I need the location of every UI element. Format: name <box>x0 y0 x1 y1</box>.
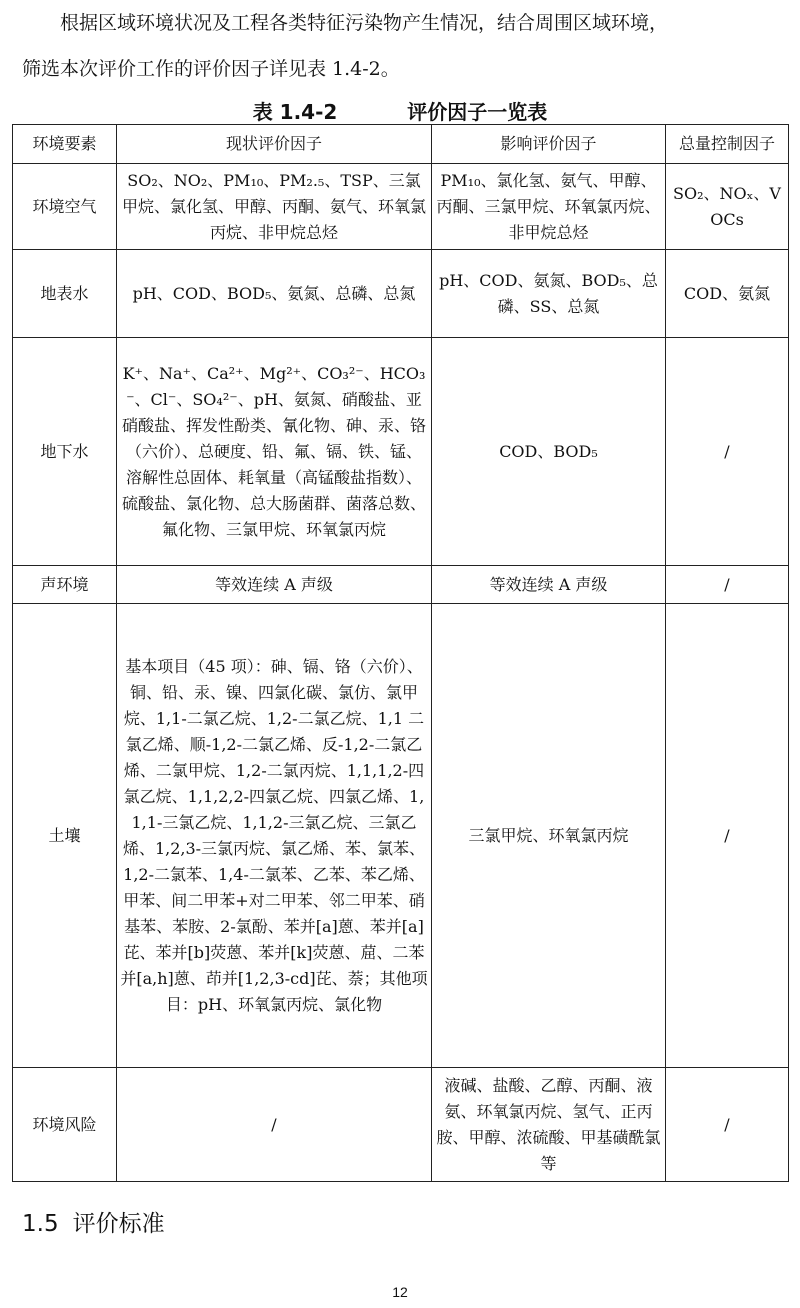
table-row <box>13 566 789 604</box>
row-impact-factors: PM₁₀、氯化氢、氨气、甲醇、丙酮、三氯甲烷、环氧氯丙烷、非甲烷总烃 <box>432 164 666 250</box>
table-row <box>13 250 789 338</box>
table-title: 评价因子一览表 <box>407 100 548 124</box>
table-row <box>13 1068 789 1182</box>
row-element: 环境风险 <box>13 1068 117 1182</box>
row-impact-factors: 等效连续 A 声级 <box>432 566 666 604</box>
row-total-control: / <box>666 1068 789 1182</box>
row-element: 地表水 <box>13 250 117 338</box>
section-heading <box>22 1205 165 1238</box>
evaluation-factors-table <box>12 124 789 1182</box>
row-impact-factors: 液碱、盐酸、乙醇、丙酮、液氨、环氧氯丙烷、氢气、正丙胺、甲醇、浓硫酸、甲基磺酰氯等 <box>432 1068 666 1182</box>
table-row <box>13 604 789 1068</box>
row-total-control: / <box>666 566 789 604</box>
row-impact-factors: COD、BOD₅ <box>432 338 666 566</box>
table-caption <box>0 96 800 125</box>
row-total-control: COD、氨氮 <box>666 250 789 338</box>
header-current-factors: 现状评价因子 <box>117 125 432 164</box>
table-number: 表 1.4-2 <box>252 100 338 124</box>
row-total-control: / <box>666 338 789 566</box>
row-total-control: SO₂、NOₓ、VOCs <box>666 164 789 250</box>
table-row <box>13 164 789 250</box>
row-element: 声环境 <box>13 566 117 604</box>
header-impact-factors: 影响评价因子 <box>432 125 666 164</box>
row-element: 土壤 <box>13 604 117 1068</box>
header-element: 环境要素 <box>13 125 117 164</box>
row-element: 环境空气 <box>13 164 117 250</box>
row-current-factors: SO₂、NO₂、PM₁₀、PM₂.₅、TSP、三氯甲烷、氯化氢、甲醇、丙酮、氨气、环氧氯丙烷、非甲烷总烃 <box>117 164 432 250</box>
row-current-factors: pH、COD、BOD₅、氨氮、总磷、总氮 <box>117 250 432 338</box>
row-current-factors: / <box>117 1068 432 1182</box>
intro-line-2: 筛选本次评价工作的评价因子详见表 1.4-2。 <box>22 58 400 80</box>
row-element: 地下水 <box>13 338 117 566</box>
section-title: 评价标准 <box>72 1211 165 1237</box>
row-current-factors: 等效连续 A 声级 <box>117 566 432 604</box>
table-header-row <box>13 125 789 164</box>
row-current-factors: K⁺、Na⁺、Ca²⁺、Mg²⁺、CO₃²⁻、HCO₃⁻、Cl⁻、SO₄²⁻、pH、氨氮、硝酸盐、亚硝酸盐、挥发性酚类、氰化物、砷、汞、铬（六价）、总硬度、铅、氟、镉、铁、锰、溶解性总固体、耗氧量（高锰酸盐指数）、硫酸盐、氯化物、总大肠菌群、菌落总数、氟化物、三氯甲烷、环氧氯丙烷 <box>117 338 432 566</box>
row-impact-factors: pH、COD、氨氮、BOD₅、总磷、SS、总氮 <box>432 250 666 338</box>
table-row <box>13 338 789 566</box>
intro-line-1: 根据区域环境状况及工程各类特征污染物产生情况，结合周围区域环境， <box>60 12 669 34</box>
intro-paragraph <box>22 0 782 92</box>
section-number: 1.5 <box>22 1211 59 1237</box>
row-total-control: / <box>666 604 789 1068</box>
row-current-factors: 基本项目（45 项）：砷、镉、铬（六价）、铜、铅、汞、镍、四氯化碳、氯仿、氯甲烷、1,1-二氯乙烷、1,2-二氯乙烷、1,1 二氯乙烯、顺-1,2-二氯乙烯、反-1,2-二氯乙烯、二氯甲烷、1,2-二氯丙烷、1,1,1,2-四氯乙烷、1,1,2,2-四氯乙烷、四氯乙烯、1,1,1-三氯乙烷、1,1,2-三氯乙烷、三氯乙烯、1,2,3-三氯丙烷、氯乙烯、苯、氯苯、1,2-二氯苯、1,4-二氯苯、乙苯、苯乙烯、甲苯、间二甲苯+对二甲苯、邻二甲苯、硝基苯、苯胺、2-氯酚、苯并[a]蒽、苯并[a]芘、苯并[b]荧蒽、苯并[k]荧蒽、䓛、二苯并[a,h]蒽、茚并[1,2,3-cd]芘、萘；其他项目：pH、环氧氯丙烷、氯化物 <box>117 604 432 1068</box>
row-impact-factors: 三氯甲烷、环氧氯丙烷 <box>432 604 666 1068</box>
header-total-control: 总量控制因子 <box>666 125 789 164</box>
page-number: 12 <box>392 1284 408 1300</box>
